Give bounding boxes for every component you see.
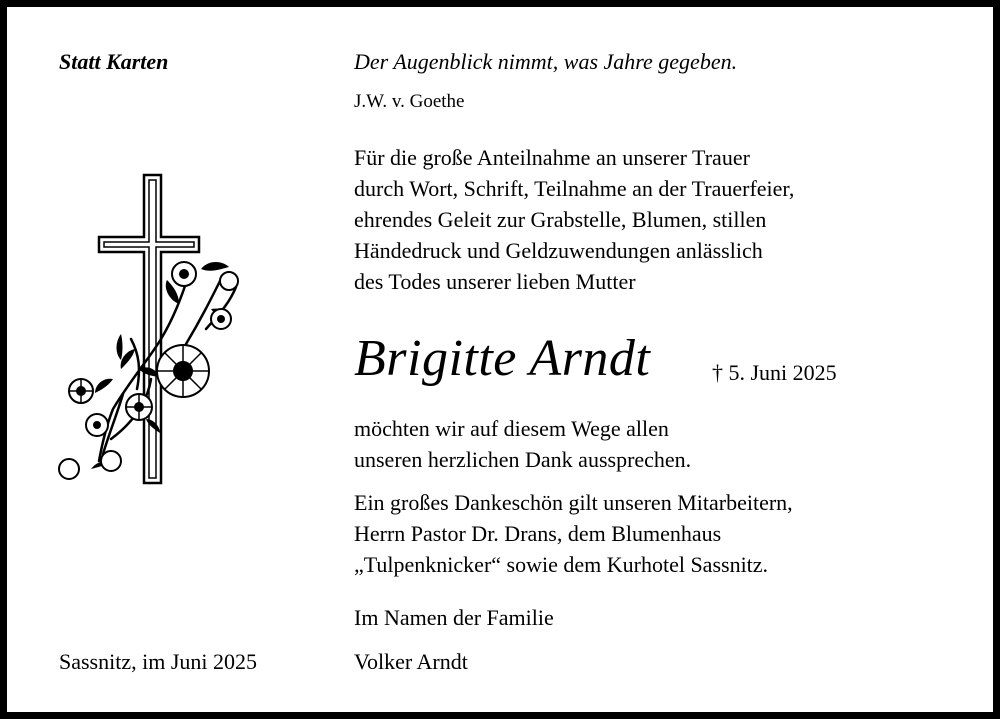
text-line: Herrn Pastor Dr. Drans, dem Blumenhaus bbox=[354, 521, 722, 546]
text-line: ehrendes Geleit zur Grabstelle, Blumen, stillen bbox=[354, 207, 767, 232]
text-line: durch Wort, Schrift, Teilnahme an der Trauerfeier, bbox=[354, 176, 795, 201]
text-line: Ein großes Dankeschön gilt unseren Mitarbeitern, bbox=[354, 490, 793, 515]
thanks-paragraph bbox=[354, 142, 794, 297]
text-line: des Todes unserer lieben Mutter bbox=[354, 269, 636, 294]
special-thanks-paragraph bbox=[354, 487, 793, 580]
death-date: † 5. Juni 2025 bbox=[712, 360, 837, 385]
gratitude-paragraph bbox=[354, 413, 691, 475]
goethe-quote: Der Augenblick nimmt, was Jahre gegeben. bbox=[354, 49, 738, 74]
text-line: Für die große Anteilnahme an unserer Trauer bbox=[354, 145, 750, 170]
text-line: „Tulpenknicker“ sowie dem Kurhotel Sassnitz. bbox=[354, 552, 769, 577]
cross-with-flowers-icon bbox=[51, 169, 251, 489]
text-line: unseren herzlichen Dank aussprechen. bbox=[354, 447, 692, 472]
signer-name: Volker Arndt bbox=[354, 649, 468, 674]
text-line: möchten wir auf diesem Wege allen bbox=[354, 416, 669, 441]
quote-author: J.W. v. Goethe bbox=[354, 91, 465, 112]
family-line: Im Namen der Familie bbox=[354, 605, 554, 630]
place-date: Sassnitz, im Juni 2025 bbox=[59, 649, 258, 674]
deceased-name: Brigitte Arndt bbox=[354, 330, 651, 387]
text-line: Händedruck und Geldzuwendungen anlässlich bbox=[354, 238, 763, 263]
statt-karten-heading: Statt Karten bbox=[59, 49, 169, 74]
